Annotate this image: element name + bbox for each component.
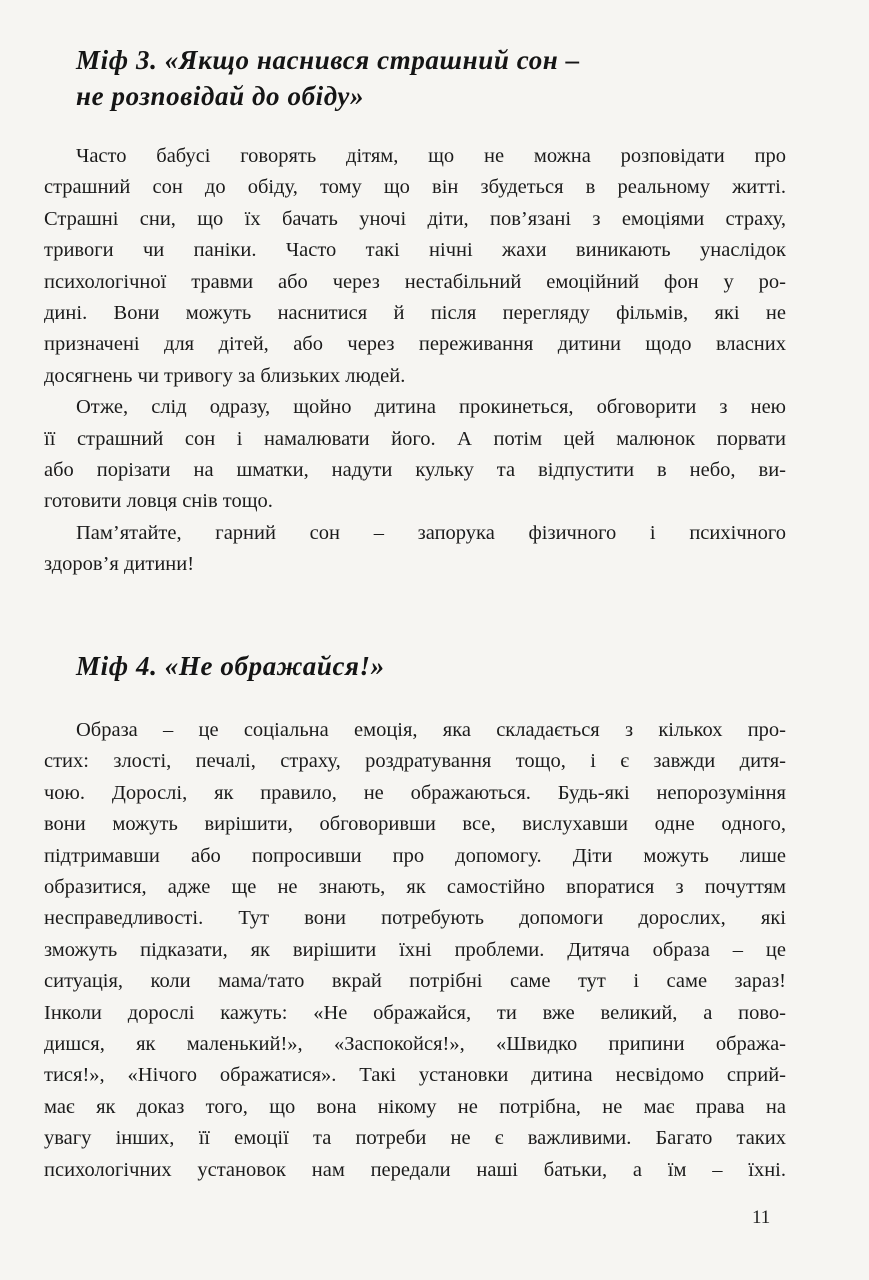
paragraph <box>44 715 786 1186</box>
text-line: або порізати на шматки, надути кульку та відпустити в небо, ви- <box>44 459 786 482</box>
text-line: підтримавши або попросивши про допомогу. Діти можуть лише <box>44 844 786 867</box>
text-line: призначені для дітей, або через переживання дитини щодо власних <box>44 333 786 356</box>
text-line: має як доказ того, що вона нікому не потрібна, не має права на <box>44 1095 786 1118</box>
text-line: Отже, слід одразу, щойно дитина прокинеться, обговорити з нею <box>76 396 786 419</box>
myth-3-heading <box>76 42 580 114</box>
myth-3-body <box>44 141 786 581</box>
heading-line: не розповідай до обіду» <box>76 81 365 111</box>
text-line: дині. Вони можуть наснитися й після перегляду фільмів, які не <box>44 302 786 325</box>
heading-line: Міф 3. «Якщо наснився страшний сон – <box>76 45 580 75</box>
paragraph <box>44 392 786 518</box>
text-line: її страшний сон і намалювати його. А потім цей малюнок порвати <box>44 427 786 450</box>
myth-4-heading <box>76 648 385 684</box>
text-line: образитися, адже ще не знають, як самостійно впоратися з почуттям <box>44 876 786 899</box>
text-line: несправедливості. Тут вони потребують допомоги дорослих, які <box>44 907 786 930</box>
page-number: 11 <box>752 1207 771 1228</box>
text-line: Інколи дорослі кажуть: «Не ображайся, ти вже великий, а пово- <box>44 1001 786 1024</box>
text-line: тривоги чи паніки. Часто такі нічні жахи виникають унаслідок <box>44 239 786 262</box>
text-line: стих: злості, печалі, страху, роздратування тощо, і є завжди дитя- <box>44 750 786 773</box>
text-line: страшний сон до обіду, тому що він збудеться в реальному житті. <box>44 176 786 199</box>
text-line: здоров’я дитини! <box>44 553 195 576</box>
text-line: досягнень чи тривогу за близьких людей. <box>44 364 406 387</box>
text-line: увагу інших, її емоції та потреби не є важливими. Багато таких <box>44 1127 786 1150</box>
text-line: вони можуть вирішити, обговоривши все, вислухавши одне одного, <box>44 813 786 836</box>
text-line: Образа – це соціальна емоція, яка складається з кількох про- <box>76 719 786 741</box>
text-line: чою. Дорослі, як правило, не ображаються. Будь-які непорозуміння <box>44 781 786 804</box>
heading-line: Міф 4. «Не ображайся!» <box>76 651 385 681</box>
text-line: готовити ловця снів тощо. <box>44 490 273 513</box>
paragraph <box>44 141 786 392</box>
myth-4-body <box>44 715 786 1186</box>
text-line: Страшні сни, що їх бачать уночі діти, пов’язані з емоціями страху, <box>44 207 786 230</box>
text-line: Часто бабусі говорять дітям, що не можна розповідати про <box>76 145 786 167</box>
text-line: зможуть підказати, як вирішити їхні проблеми. Дитяча образа – це <box>44 938 786 961</box>
text-line: ситуація, коли мама/тато вкрай потрібні саме тут і саме зараз! <box>44 970 786 993</box>
text-line: Пам’ятайте, гарний сон – запорука фізичного і психічного <box>76 521 786 544</box>
text-line: психологічної травми або через нестабільний емоційний фон у ро- <box>44 270 786 293</box>
text-line: дишся, як маленький!», «Заспокойся!», «Швидко припини обража- <box>44 1033 786 1056</box>
text-line: психологічних установок нам передали наші батьки, а їм – їхні. <box>44 1158 786 1181</box>
paragraph <box>44 518 786 581</box>
text-line: тися!», «Нічого ображатися». Такі установки дитина несвідомо сприй- <box>44 1064 786 1087</box>
